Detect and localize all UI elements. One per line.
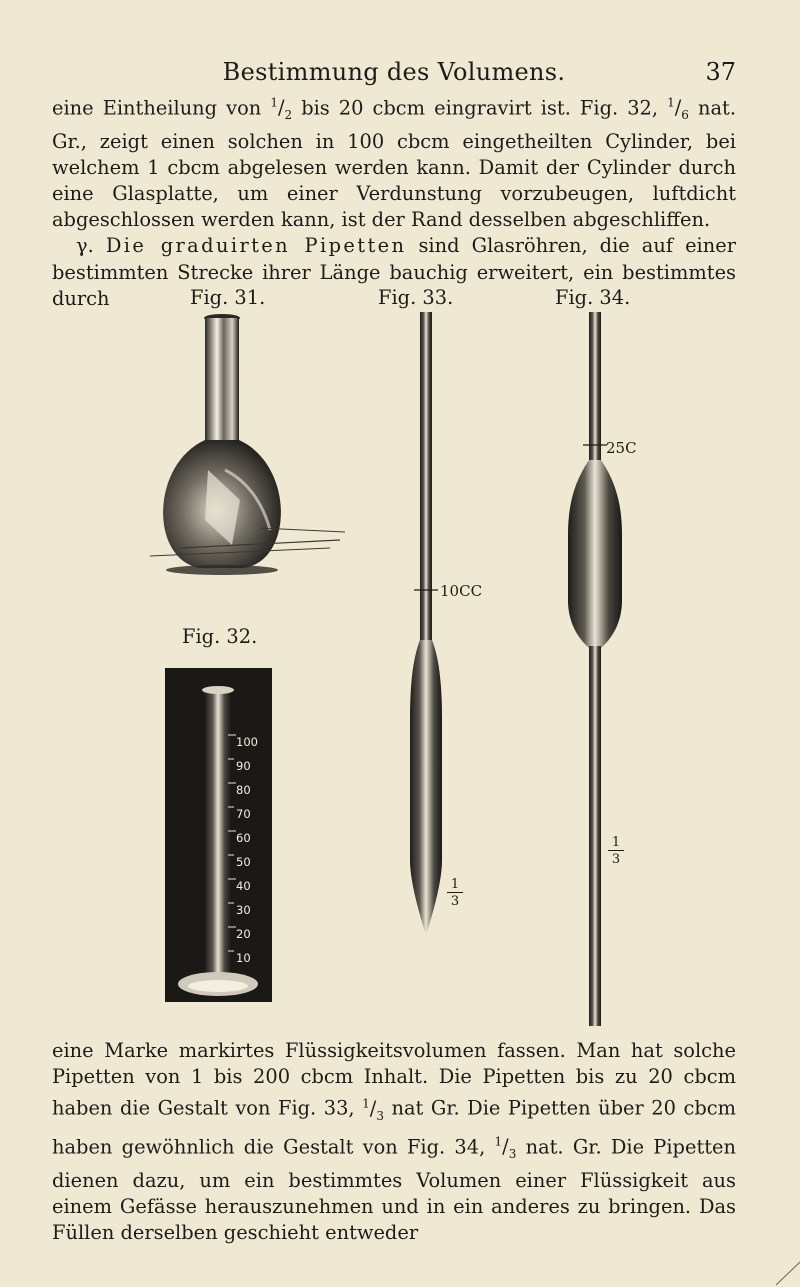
paragraph-cylinder: eine Eintheilung von $^1/_2$ bis 20 cbcm eingravirt ist. Fig. 32, $^1/_6$ nat. Gr., zeigt einen solchen in 100 cbcm eingetheilten Cylinder, bei welchem 1 cbcm abgelesen werden kann. Damit der Cylinder durch eine Glasplatte, um einer Verdunstung vorzubeugen, luftdicht abgeschlossen werden kann, ist der Rand desselben abgeschliffen. [52,96,736,232]
section-marker: γ. [76,234,94,258]
fig32-caption: Fig. 32. [182,625,258,648]
pipette-bulb-illustration [568,312,622,1026]
paragraph-pipette-use: eine Marke markirtes Flüssigkeitsvolumen fassen. Man hat solche Pipetten von 1 bis 200 cbcm Inhalt. Die Pipetten bis zu 20 cbcm haben die Gestalt von Fig. 33, $^1/_3$ nat Gr. Die Pipetten über 20 cbcm haben gewöhnlich die Gestalt von Fig. 34, $^1/_3$ nat. Gr. Die Pipetten dienen dazu, um ein bestimmtes Volumen einer Flüssigkeit aus einem Gefässe herauszunehmen und in ein anderes zu bringen. Das Füllen derselben geschieht entweder [52,1039,737,1244]
scale-label: 10 [236,951,251,965]
scale-label: 60 [236,831,251,845]
fig33-volume-label: 10CC [440,582,483,600]
spaced-heading: Die graduirten Pipetten [105,234,407,258]
scale-label: 50 [236,855,251,869]
fraction: $^1/_2$ [270,96,293,123]
pipette-small-illustration [410,312,442,935]
fraction: $^1/_3$ [494,1134,517,1162]
fig34-scale-fraction: 1 3 [608,836,624,866]
fig33-caption: Fig. 33. [378,286,454,309]
page-corner-mark [776,1262,800,1285]
fraction: $^1/_6$ [667,96,689,123]
scale-label: 70 [236,807,251,821]
fig31-caption: Fig. 31. [190,286,266,309]
paragraph-pipettes: γ. Die graduirten Pipetten sind Glasröhren, die auf einer bestimmten Strecke ihrer Länge bauchig erweitert, ein bestimmtes durch [52,234,736,310]
fig34-caption: Fig. 34. [555,286,631,309]
scale-label: 20 [236,927,251,941]
running-title: Bestimmung des Volumens. [222,58,566,86]
flask-illustration [150,314,345,575]
scale-label: 80 [236,783,251,797]
fraction: $^1/_3$ [362,1096,384,1123]
bottom-text [52,1038,736,1246]
fig33-scale-fraction: 1 3 [447,878,463,908]
scale-label: 30 [236,903,251,917]
fig34-volume-label: 25C [606,439,637,457]
cylinder-illustration [165,668,272,1002]
scale-label: 40 [236,879,251,893]
scale-label: 90 [236,759,251,773]
scale-label: 100 [236,735,258,749]
page-number: 37 [705,58,736,86]
